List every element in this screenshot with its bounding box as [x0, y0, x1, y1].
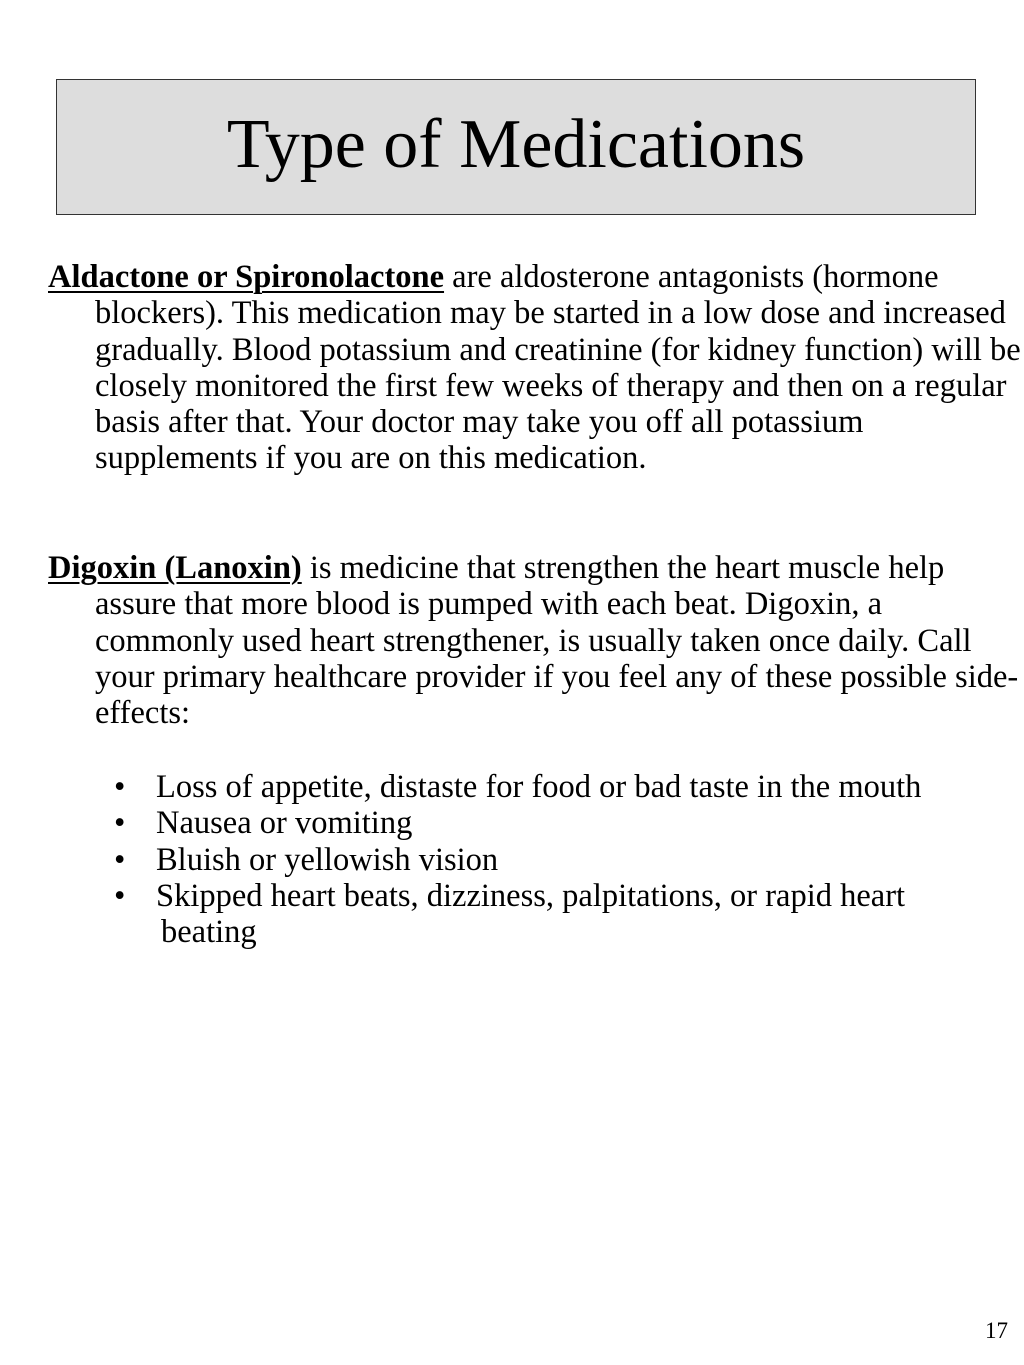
paragraph-digoxin: [48, 550, 1024, 731]
page-title: Type of Medications: [226, 106, 806, 183]
medication-term: Aldactone or Spironolactone: [48, 259, 445, 295]
title-banner: [56, 79, 976, 215]
side-effects-list: [112, 769, 962, 950]
paragraph-aldactone: [48, 259, 1024, 477]
list-item: • Loss of appetite, distaste for food or bad taste in the mouth: [112, 769, 962, 805]
medication-description: is medicine that strengthen the heart muscle help assure that more blood is pumped with each beat. Digoxin, a commonly used heart strengthener, is usually taken once daily. Call your primary healthcare provider if you feel any of these possible side-effects:: [95, 550, 1019, 732]
list-item: • Bluish or yellowish vision: [112, 842, 962, 878]
list-item: • Nausea or vomiting: [112, 805, 962, 841]
page-number: 17: [985, 1318, 1008, 1343]
medication-term: Digoxin (Lanoxin): [48, 550, 302, 586]
list-item: • Skipped heart beats, dizziness, palpitations, or rapid heart beating: [112, 878, 962, 951]
medication-description: are aldosterone antagonists (hormone blockers). This medication may be started in a low dose and increased gradually. Blood potassium and creatinine (for kidney function) will be closely monitored the first few weeks of therapy and then on a regular basis after that. Your doctor may take you off all potassium supplements if you are on this medication.: [95, 259, 1021, 477]
